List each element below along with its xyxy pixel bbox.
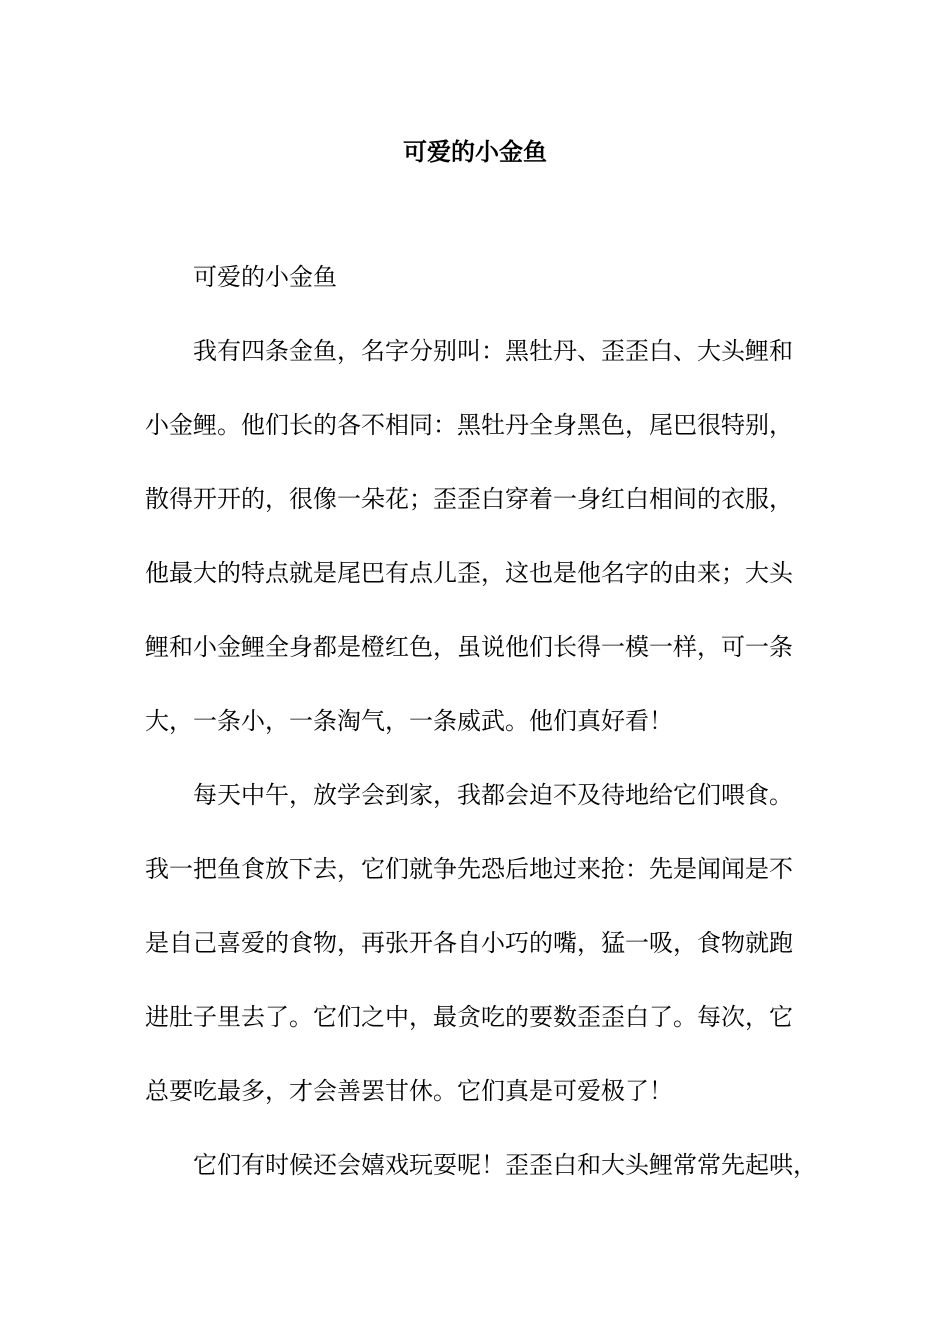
text-line: 小金鲤。他们长的各不相同：黑牡丹全身黑色，尾巴很特别，: [145, 411, 793, 439]
text-line: 是自己喜爱的食物，再张开各自小巧的嘴，猛一吸，食物就跑: [145, 929, 793, 957]
paragraph: [145, 1147, 825, 1183]
text-line: 每天中午，放学会到家，我都会迫不及待地给它们喂食。: [193, 781, 793, 809]
paragraph: [145, 259, 825, 295]
text-line: 进肚子里去了。它们之中，最贪吃的要数歪歪白了。每次，它: [145, 1003, 793, 1031]
text-line: 大，一条小，一条淘气，一条威武。他们真好看！: [145, 707, 673, 735]
text-line: 总要吃最多，才会善罢甘休。它们真是可爱极了！: [145, 1077, 673, 1105]
paragraph: [145, 333, 825, 739]
text-line: 我有四条金鱼，名字分别叫：黑牡丹、歪歪白、大头鲤和: [193, 337, 793, 365]
text-line: 鲤和小金鲤全身都是橙红色，虽说他们长得一模一样，可一条: [145, 633, 793, 661]
text-line: 可爱的小金鱼: [193, 263, 337, 291]
paragraph: [145, 777, 825, 1109]
text-line: 我一把鱼食放下去，它们就争先恐后地过来抢：先是闻闻是不: [145, 855, 793, 883]
text-line: 散得开开的，很像一朵花；歪歪白穿着一身红白相间的衣服，: [145, 485, 793, 513]
text-line: 它们有时候还会嬉戏玩耍呢！歪歪白和大头鲤常常先起哄，: [193, 1151, 817, 1179]
text-line: 他最大的特点就是尾巴有点儿歪，这也是他名字的由来；大头: [145, 559, 793, 587]
document-body: [145, 259, 825, 1221]
document-title: 可爱的小金鱼: [403, 138, 547, 166]
